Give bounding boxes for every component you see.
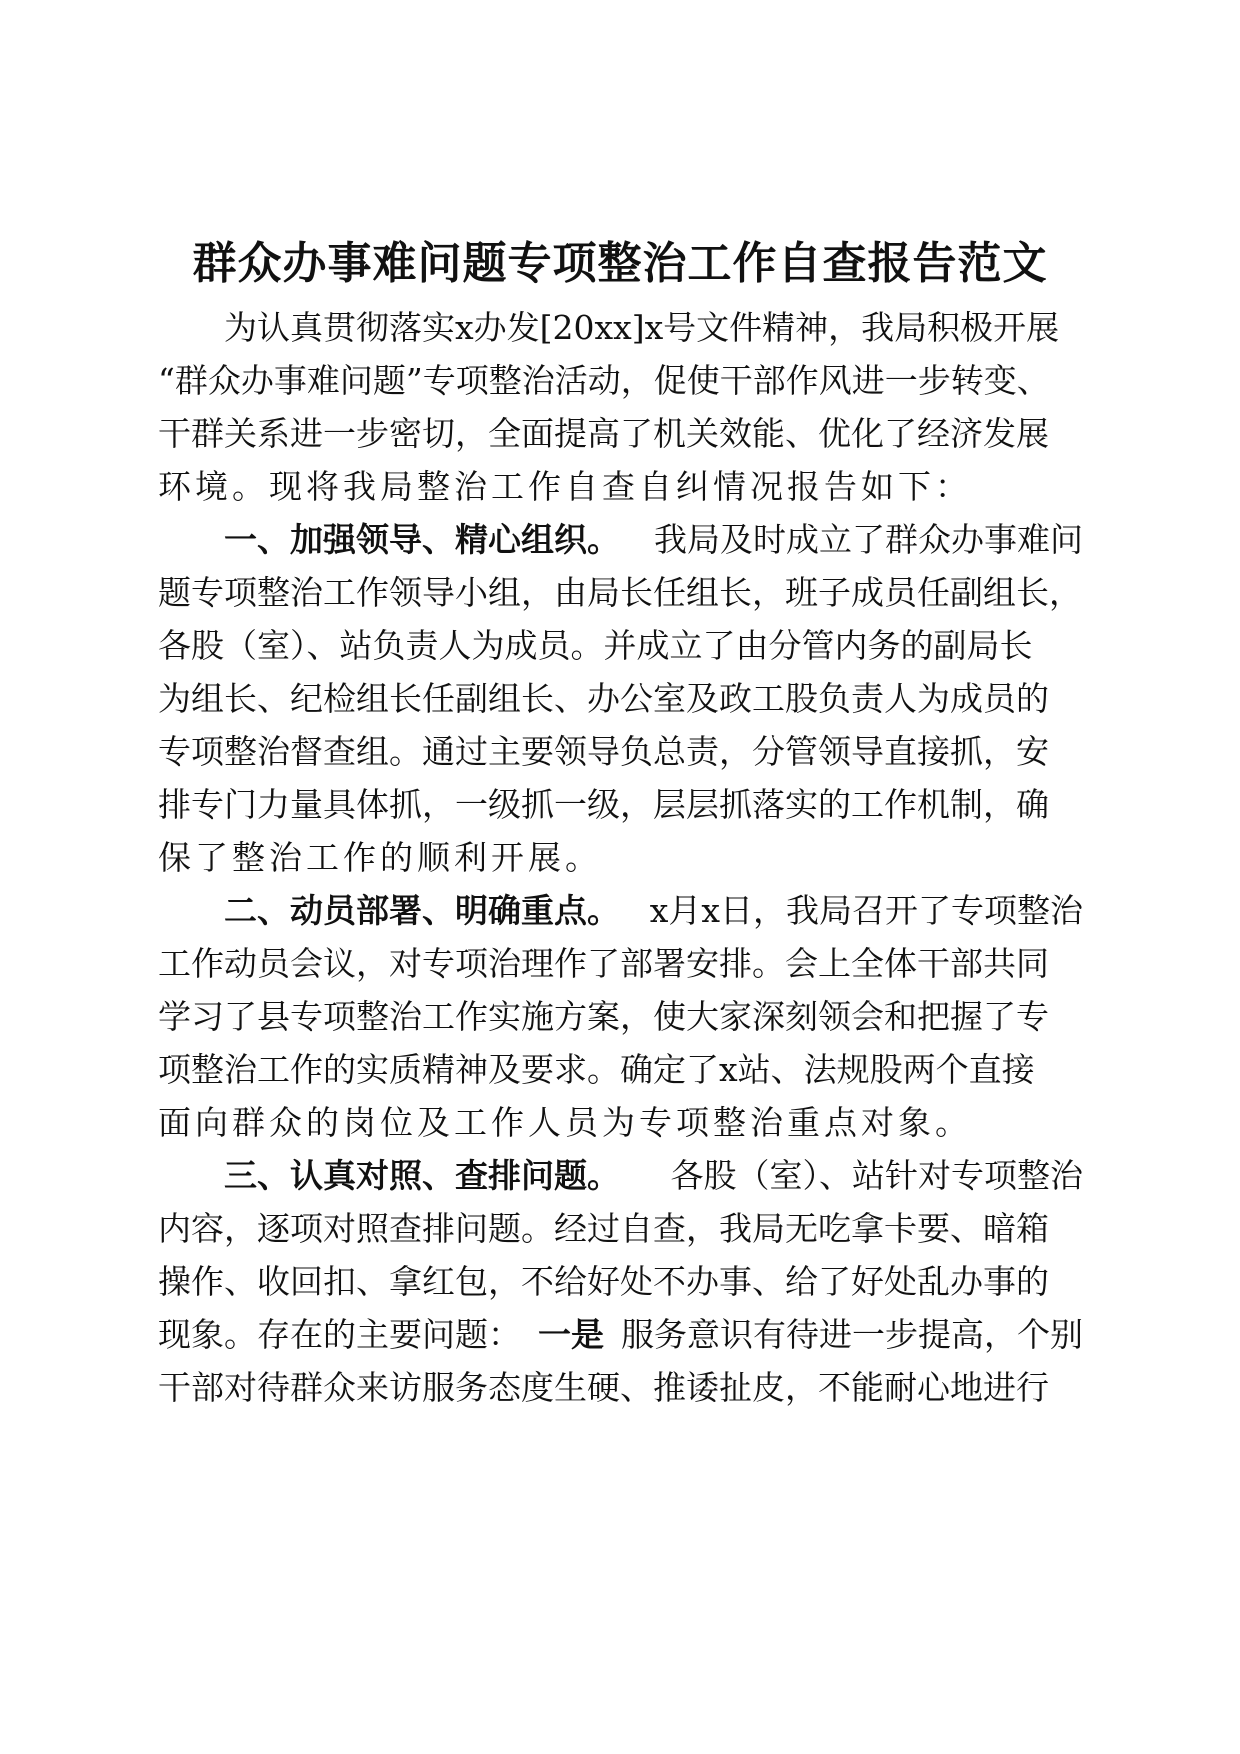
section-1-heading: 一、加强领导、精心组织。 [224, 520, 620, 559]
paragraph-line: “群众办事难问题”专项整治活动，促使干部作风进一步转变、 [158, 361, 1050, 400]
paragraph-line: 工作动员会议，对专项治理作了部署安排。会上全体干部共同 [158, 944, 1049, 983]
paragraph-line: 题专项整治工作领导小组，由局长任组长，班子成员任副组长， [158, 573, 1082, 612]
section-2-lead-text: x月x日，我局召开了专项整治 [649, 891, 1083, 930]
paragraph-line: 项整治工作的实质精神及要求。确定了x站、法规股两个直接 [158, 1050, 1035, 1089]
paragraph-line: 干部对待群众来访服务态度生硬、推诿扯皮，不能耐心地进行 [158, 1368, 1049, 1407]
paragraph-line: 干群关系进一步密切，全面提高了机关效能、优化了经济发展 [158, 414, 1049, 453]
first-problem-marker: 一是 [538, 1315, 604, 1354]
paragraph-line: 排专门力量具体抓，一级抓一级，层层抓落实的工作机制，确 [158, 785, 1049, 824]
first-problem-text: 服务意识有待进一步提高，个别 [621, 1315, 1083, 1354]
problems-intro-text: 现象。存在的主要问题： [158, 1315, 521, 1354]
mixed-paragraph-line [158, 1315, 1083, 1355]
paragraph-line: 保了整治工作的顺利开展。 [158, 838, 602, 877]
paragraph-line: 为组长、纪检组长任副组长、办公室及政工股负责人为成员的 [158, 679, 1049, 718]
section-3-first-line [224, 1156, 1083, 1196]
section-1-lead-text: 我局及时成立了群众办事难问 [654, 520, 1083, 559]
section-2-first-line [224, 891, 1083, 931]
paragraph-line: 为认真贯彻落实x办发[20xx]x号文件精神，我局积极开展 [224, 308, 1060, 347]
section-2-heading: 二、动员部署、明确重点。 [224, 891, 620, 930]
paragraph-line: 操作、收回扣、拿红包，不给好处不办事、给了好处乱办事的 [158, 1262, 1049, 1301]
document-title: 群众办事难问题专项整治工作自查报告范文 [192, 238, 1048, 289]
paragraph-line: 内容，逐项对照查排问题。经过自查，我局无吃拿卡要、暗箱 [158, 1209, 1049, 1248]
section-3-lead-text: 各股（室）、站针对专项整治 [670, 1156, 1083, 1195]
section-3-heading: 三、认真对照、查排问题。 [224, 1156, 620, 1195]
paragraph-line: 专项整治督查组。通过主要领导负总责，分管领导直接抓，安 [158, 732, 1049, 771]
paragraph-line: 面向群众的岗位及工作人员为专项整治重点对象。 [158, 1103, 972, 1142]
section-1-first-line [224, 520, 1083, 560]
paragraph-line: 环境。现将我局整治工作自查自纠情况报告如下： [158, 467, 972, 506]
paragraph-line: 学习了县专项整治工作实施方案，使大家深刻领会和把握了专 [158, 997, 1049, 1036]
paragraph-line: 各股（室）、站负责人为成员。并成立了由分管内务的副局长 [158, 626, 1033, 665]
